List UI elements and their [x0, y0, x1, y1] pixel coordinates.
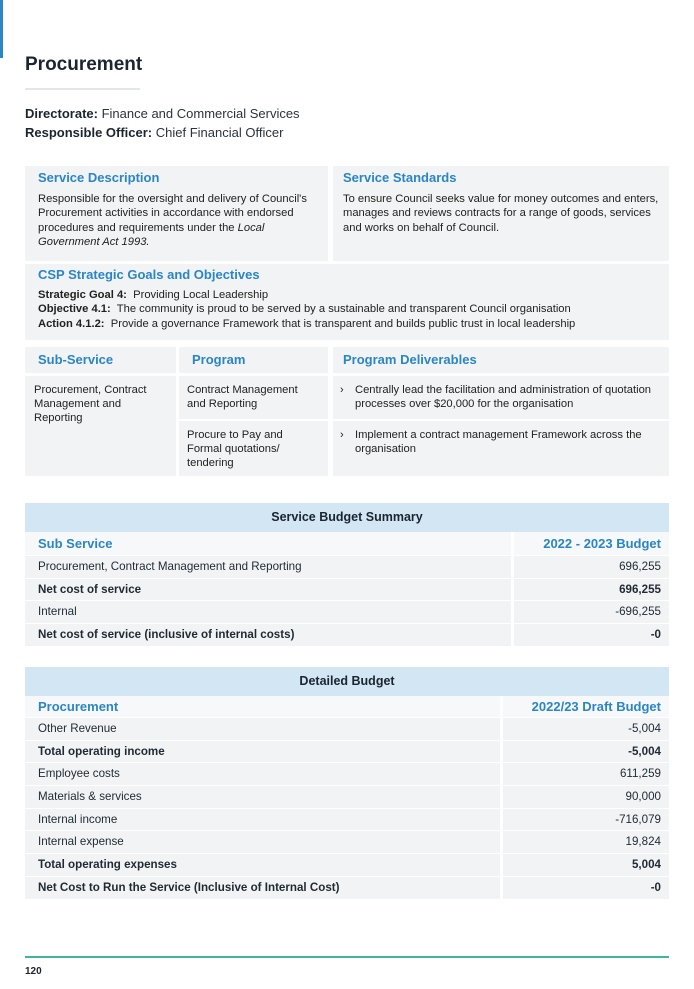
csp-goal-text: Providing Local Leadership: [133, 289, 269, 301]
service-description-panel: [25, 166, 328, 261]
csp-goal-line: [38, 288, 656, 302]
officer-line: [25, 123, 300, 142]
summary-caption: Service Budget Summary: [25, 503, 669, 532]
row-label: Net Cost to Run the Service (Inclusive of Internal Cost): [25, 877, 500, 899]
deliverable-text-1: Centrally lead the facilitation and administration of quotation processes over $20,000 for the organisation: [355, 384, 652, 410]
table-row: [25, 853, 669, 876]
csp-action-text: Provide a governance Framework that is transparent and builds public trust in local leadership: [110, 317, 576, 330]
deliverable-item-1: [340, 383, 659, 411]
row-label: Employee costs: [25, 763, 500, 785]
deliverables-header: [333, 347, 669, 373]
table-row: [25, 830, 669, 853]
row-value: 696,255: [514, 579, 669, 601]
sub-service-header: [25, 347, 176, 373]
csp-goals-panel: [25, 264, 669, 340]
row-label: Total operating expenses: [25, 854, 500, 876]
footer-rule: [25, 956, 669, 958]
service-standards-text: To ensure Council seeks value for money outcomes and enters, manages and reviews contracts for a range of goods, services and works on behalf of Council.: [343, 193, 659, 234]
table-row: [25, 876, 669, 899]
table-row: [25, 808, 669, 831]
row-value: -716,079: [503, 809, 669, 831]
table-row: [25, 762, 669, 785]
service-budget-summary-table: [25, 503, 669, 646]
sub-service-cell: Procurement, Contract Management and Reporting: [25, 376, 176, 476]
csp-objective-text: The community is proud to be served by a sustainable and transparent Council organisation: [116, 303, 571, 316]
csp-body: [38, 288, 656, 331]
left-accent-bar: [0, 0, 3, 58]
page-number: 120: [25, 966, 42, 977]
deliverable-cell-1: [333, 376, 669, 419]
csp-objective-line: [38, 302, 656, 316]
page-title: Procurement: [25, 54, 143, 75]
csp-objective-label: Objective 4.1:: [38, 303, 111, 316]
service-description-body: Responsible for the oversight and delivery of Council's Procurement activities in accordance with endorsed procedures and requirements under the: [38, 193, 307, 234]
service-description-heading: Service Description: [38, 170, 160, 185]
directorate-line: [25, 104, 300, 123]
row-label: Net cost of service: [25, 579, 511, 601]
row-value: -0: [503, 877, 669, 899]
row-label: Materials & services: [25, 786, 500, 808]
table-row: [25, 600, 669, 623]
table-row: [25, 578, 669, 601]
meta-block: [25, 104, 300, 142]
row-value: 611,259: [503, 763, 669, 785]
table-row: [25, 740, 669, 763]
summary-col-sub-service: Sub Service: [25, 532, 511, 555]
csp-action-label: Action 4.1.2:: [38, 317, 105, 330]
detailed-col-budget: 2022/23 Draft Budget: [503, 696, 669, 717]
summary-rows: [25, 555, 669, 646]
directorate-value: Finance and Commercial Services: [101, 106, 300, 121]
row-value: -696,255: [514, 601, 669, 623]
table-row: [25, 555, 669, 578]
deliverable-item-2: [340, 428, 659, 456]
detailed-caption: Detailed Budget: [25, 667, 669, 696]
csp-action-line: [38, 317, 656, 331]
detailed-budget-table: [25, 667, 669, 899]
row-value: -5,004: [503, 741, 669, 763]
row-value: 90,000: [503, 786, 669, 808]
table-row: [25, 785, 669, 808]
row-label: Total operating income: [25, 741, 500, 763]
summary-header-row: [25, 532, 669, 555]
service-description-act: Local Government Act 1993.: [38, 221, 265, 249]
csp-goal-label: Strategic Goal 4:: [38, 289, 127, 301]
chevron-right-icon: ›: [340, 384, 344, 396]
officer-label: Responsible Officer:: [25, 125, 153, 140]
detailed-rows: [25, 717, 669, 899]
table-row: [25, 717, 669, 740]
deliverable-text-2: Implement a contract management Framework across the organisation: [355, 429, 642, 455]
row-label: Internal: [25, 601, 511, 623]
officer-value: Chief Financial Officer: [155, 125, 284, 140]
row-label: Internal expense: [25, 831, 500, 853]
deliverables-header-text: Program Deliverables: [343, 352, 477, 367]
summary-col-budget: 2022 - 2023 Budget: [514, 532, 669, 555]
row-label: Procurement, Contract Management and Reporting: [25, 556, 511, 578]
detailed-col-procurement: Procurement: [25, 696, 500, 717]
row-label: Net cost of service (inclusive of internal costs): [25, 624, 511, 646]
row-label: Internal income: [25, 809, 500, 831]
row-value: 696,255: [514, 556, 669, 578]
service-standards-panel: [333, 166, 669, 261]
row-value: -5,004: [503, 718, 669, 740]
program-header: [179, 347, 328, 373]
row-value: 19,824: [503, 831, 669, 853]
deliverable-cell-2: [333, 421, 669, 476]
csp-heading: CSP Strategic Goals and Objectives: [38, 267, 260, 282]
program-header-text: Program: [192, 352, 246, 367]
service-description-text: [38, 192, 315, 250]
sub-service-header-text: Sub-Service: [38, 352, 114, 367]
row-label: Other Revenue: [25, 718, 500, 740]
service-standards-heading: Service Standards: [343, 170, 457, 185]
program-cell-2: Procure to Pay and Formal quotations/ tendering: [179, 421, 328, 476]
directorate-label: Directorate:: [25, 106, 98, 121]
detailed-header-row: [25, 696, 669, 717]
row-value: -0: [514, 624, 669, 646]
row-value: 5,004: [503, 854, 669, 876]
title-underline: [25, 88, 140, 90]
chevron-right-icon: ›: [340, 429, 344, 441]
table-row: [25, 623, 669, 646]
program-cell-1: Contract Management and Reporting: [179, 376, 328, 419]
